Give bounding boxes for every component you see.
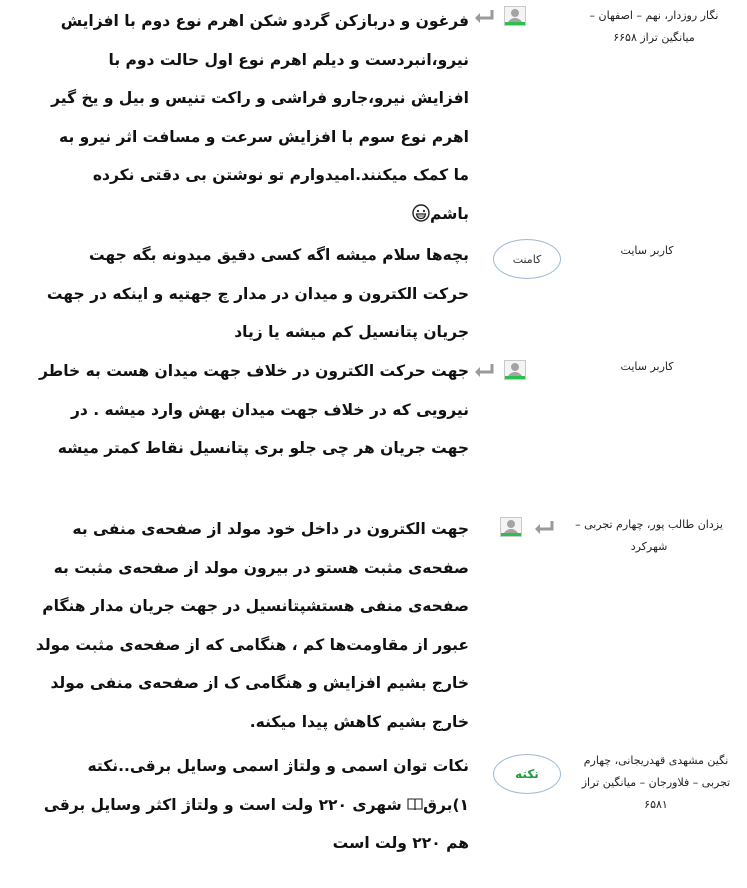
comment-body: بچه‌ها سلام میشه اگه کسی دقیق میدونه بگه جهت حرکت الکترون و میدان در مدار چ جهتیه و اینکه در جهت جریان پتانسیل کم میشه یا زیاد [46,246,469,341]
user-avatar-icon [504,6,526,26]
user-avatar-icon [500,517,522,537]
comment-actions [470,6,528,30]
user-avatar-icon [504,360,526,380]
comment-author: یزدان طالب پور، چهارم تجربی – شهرکرد [575,518,723,553]
comment-badge: نکته [493,754,561,794]
comment-badge: کامنت [493,239,561,279]
comment-body: جهت حرکت الکترون در خلاف جهت میدان هست به خاطر نیرویی که در خلاف جهت میدان بهش وارد میشه . در جهت جریان هر چی جلو بری پتانسیل نقاط کمتر میشه [38,362,469,457]
comment-actions [470,360,528,384]
comment-body: جهت الکترون در داخل خود مولد از صفحه‌ی منفی به صفحه‌ی مثبت هستو در بیرون مولد از صفحه‌ی مثبت به صفحه‌ی منفی هستشپتانسیل در جهت جریان مدار هنگام عبور از مقاومت‌ها کم ، هنگامی که از صفحه‌ی مثبت مولد خارج بشیم افزایش و هنگامی ک از صفحه‌ی منفی مولد خارج بشیم کاهش پیدا میکنه. [35,520,469,731]
comment-body: فرغون و دربازکن گردو شکن اهرم نوع دوم با افزایش نیرو،انبردست و دیلم اهرم نوع اول حالت دوم با افزایش نیرو،جارو فراشی و راکت تنیس و بیل و یخ گیر اهرم نوع سوم با افزایش سرعت و مسافت اثر نیرو به ما کمک میکنند.امیدوارم تو نوشتن بی دقتی نکرده باشم [51,12,469,223]
reply-arrow-icon[interactable] [470,360,496,380]
comment-author: کاربر سایت [620,244,674,257]
comment-author: نگین مشهدی قهدریجانی، چهارم تجربی – فلاورجان – میانگین تراز ۶۵۸۱ [581,754,731,811]
comment-actions [500,517,558,541]
comment-author: نگار روزدار، نهم – اصفهان – میانگین تراز ۶۶۵۸ [589,9,719,44]
open-book-emoji [407,787,423,800]
comment-body: نکات توان اسمی و ولتاژ اسمی وسایل برقی..نکته ۱)برق شهری ۲۲۰ ولت است و ولتاژ اکثر وسایل برقی هم ۲۲۰ ولت است [43,757,469,852]
reply-arrow-icon[interactable] [470,6,496,26]
reply-arrow-icon[interactable] [530,517,556,537]
grinning-face-emoji [412,198,430,216]
comment-author: کاربر سایت [620,360,674,373]
